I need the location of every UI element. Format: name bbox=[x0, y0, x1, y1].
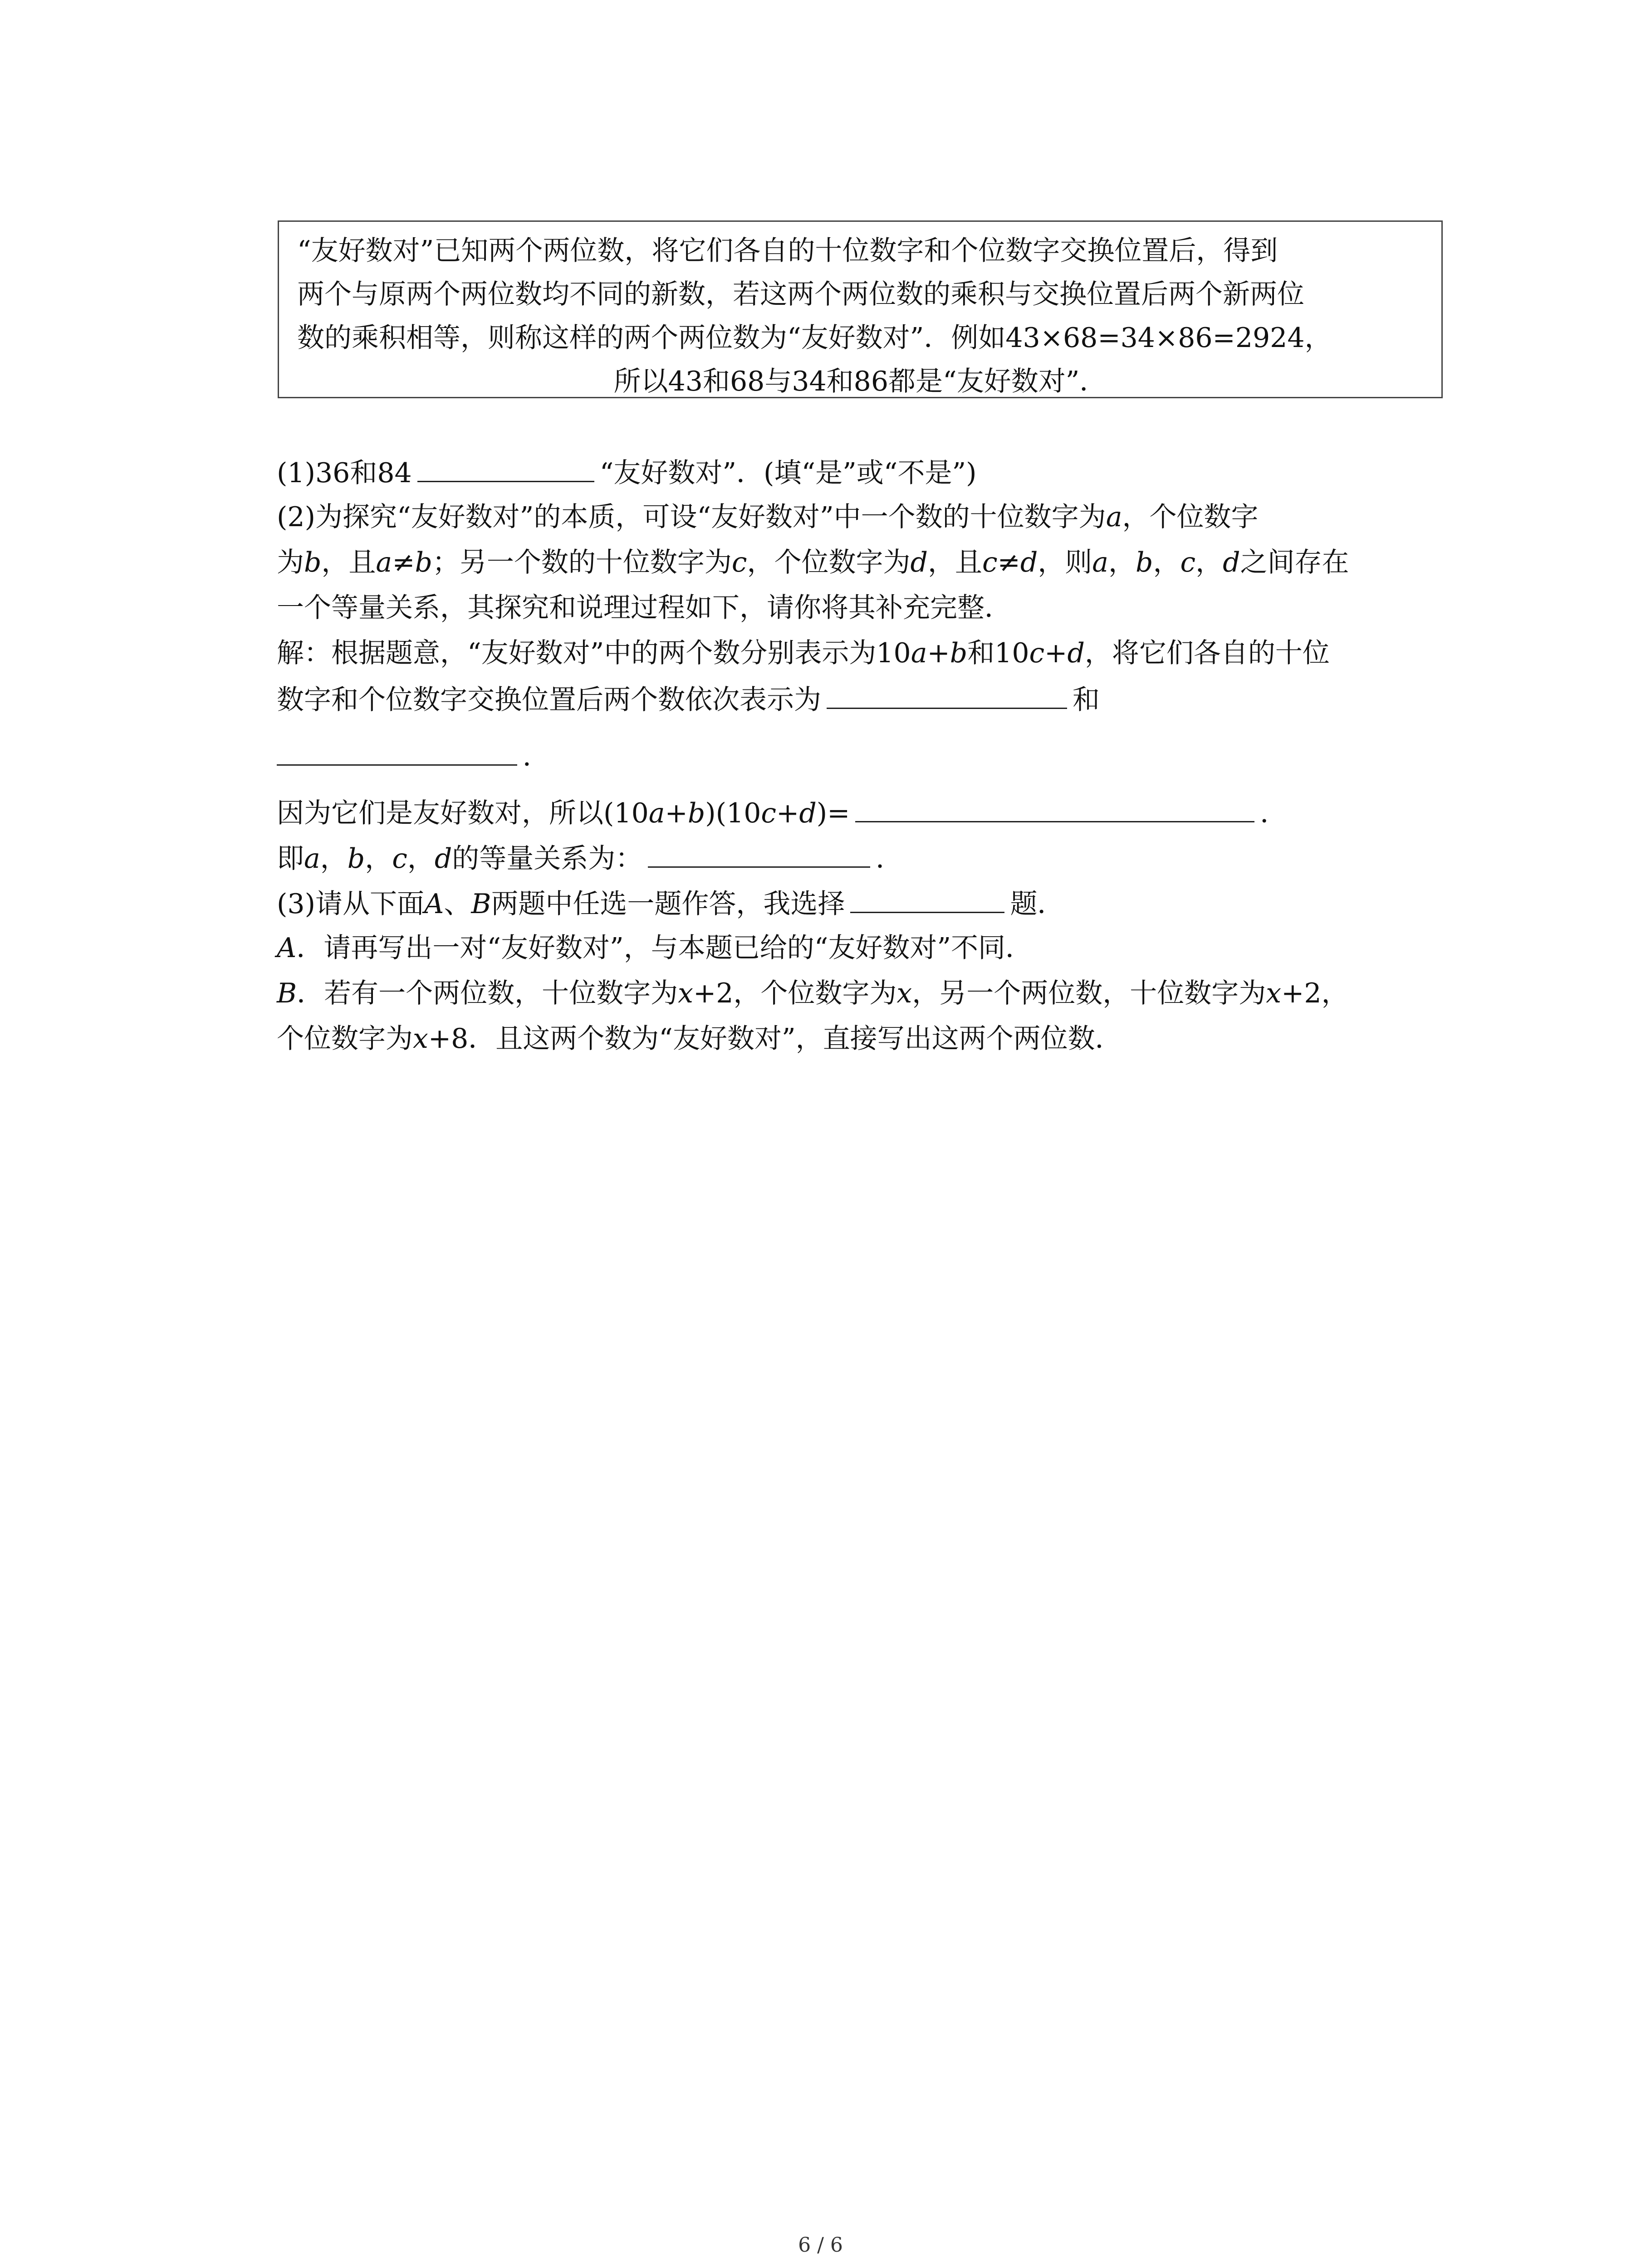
option-b-text: ，另一个两位数，十位数字为 bbox=[912, 978, 1266, 1009]
var-b: b bbox=[304, 547, 322, 578]
var-c: c bbox=[1029, 637, 1045, 669]
q2-text: 和10 bbox=[967, 637, 1029, 669]
var-d: d bbox=[1223, 547, 1240, 578]
question-2-solution-line-5 bbox=[277, 835, 903, 880]
var-x: x bbox=[413, 1023, 428, 1055]
comma: ， bbox=[365, 843, 392, 875]
option-b-ref: B bbox=[471, 888, 491, 920]
q3-text: 题． bbox=[1010, 888, 1065, 920]
question-1 bbox=[277, 449, 977, 494]
product-equation-blank[interactable] bbox=[855, 789, 1254, 822]
q2-text: 即 bbox=[277, 843, 304, 875]
plus-sign: + bbox=[665, 797, 688, 829]
var-x: x bbox=[1266, 978, 1282, 1009]
q2-text: )(10 bbox=[705, 797, 761, 829]
definition-line-1: “友好数对”已知两个两位数，将它们各自的十位数字和个位数字交换位置后，得到 bbox=[297, 235, 1278, 267]
q2-text: ，个位数字 bbox=[1122, 501, 1259, 533]
option-b-text: ．若有一个两位数，十位数字为 bbox=[297, 978, 678, 1009]
period: ． bbox=[876, 843, 903, 875]
plus-sign: + bbox=[1044, 637, 1068, 669]
comma: ， bbox=[407, 843, 435, 875]
q3-text: 两题中任选一题作答，我选择 bbox=[491, 888, 845, 920]
var-d: d bbox=[799, 797, 817, 829]
var-a: a bbox=[304, 843, 320, 875]
definition-line-4: 所以43和68与34和86都是“友好数对”． bbox=[613, 366, 1107, 397]
q2-text: )= bbox=[816, 797, 850, 829]
option-b-text: +8．且这两个数为“友好数对”，直接写出这两个两位数． bbox=[428, 1023, 1122, 1055]
q1-prefix: (1)36和84 bbox=[277, 457, 412, 489]
q2-text: 解：根据题意，“友好数对”中的两个数分别表示为10 bbox=[277, 637, 911, 669]
question-2-solution-line-1 bbox=[277, 631, 1330, 676]
question-3-line-1 bbox=[277, 880, 1064, 925]
question-2-solution-line-4 bbox=[277, 789, 1287, 835]
q2-text: 数字和个位数字交换位置后两个数依次表示为 bbox=[277, 684, 821, 716]
option-b-text: 个位数字为 bbox=[277, 1023, 413, 1055]
question-2-line-3 bbox=[277, 585, 1012, 631]
option-b-text: +2， bbox=[1281, 978, 1349, 1009]
q1-suffix: “友好数对”．(填“是”或“不是”) bbox=[599, 457, 977, 489]
question-3-option-b-line-1 bbox=[277, 971, 1349, 1016]
option-b-text: +2，个位数字为 bbox=[693, 978, 897, 1009]
q2-text: 之间存在 bbox=[1240, 547, 1349, 578]
choice-blank[interactable] bbox=[850, 880, 1004, 913]
swapped-number-2-blank[interactable] bbox=[277, 733, 517, 766]
q2-text: ，且 bbox=[927, 547, 982, 578]
comma: ， bbox=[1108, 547, 1136, 578]
page-number: 6 / 6 bbox=[798, 2234, 843, 2257]
question-3-option-b-line-2 bbox=[277, 1016, 1122, 1061]
q2-text: (2)为探究“友好数对”的本质，可设“友好数对”中一个数的十位数字为 bbox=[277, 501, 1106, 533]
q2-text: ，将它们各自的十位 bbox=[1084, 637, 1330, 669]
option-a-text: ．请再写出一对“友好数对”，与本题已给的“友好数对”不同． bbox=[296, 932, 1033, 964]
period: ． bbox=[1260, 797, 1288, 829]
var-c: c bbox=[761, 797, 777, 829]
option-b-label: B bbox=[277, 978, 297, 1009]
question-2-solution-line-3 bbox=[277, 733, 550, 778]
var-b: b bbox=[415, 547, 432, 578]
option-a-label: A bbox=[277, 932, 297, 964]
q2-text: ，个位数字为 bbox=[747, 547, 911, 578]
var-b: b bbox=[687, 797, 705, 829]
q3-text: (3)请从下面 bbox=[277, 888, 424, 920]
var-c: c bbox=[1180, 547, 1196, 578]
var-c: c bbox=[982, 547, 998, 578]
comma: ， bbox=[1195, 547, 1223, 578]
comma: ， bbox=[320, 843, 348, 875]
var-c: c bbox=[392, 843, 407, 875]
option-a-ref: A bbox=[424, 888, 444, 920]
var-d: d bbox=[910, 547, 928, 578]
question-2-line-1 bbox=[277, 494, 1258, 540]
q2-text: 和 bbox=[1073, 684, 1100, 716]
period: ． bbox=[523, 741, 550, 772]
plus-sign: + bbox=[776, 797, 799, 829]
q2-text: 一个等量关系，其探究和说理过程如下，请你将其补充完整． bbox=[277, 592, 1012, 624]
question-2-solution-line-2 bbox=[277, 676, 1100, 721]
q2-text: 因为它们是友好数对，所以(10 bbox=[277, 797, 649, 829]
definition-line-2: 两个与原两个两位数均不同的新数，若这两个两位数的乘积与交换位置后两个新两位 bbox=[297, 279, 1304, 310]
q2-text: 的等量关系为： bbox=[452, 843, 643, 875]
var-b: b bbox=[347, 843, 365, 875]
definition-line-3: 数的乘积相等，则称这样的两个两位数为“友好数对”．例如43×68=34×86=2924， bbox=[297, 322, 1332, 354]
swapped-number-1-blank[interactable] bbox=[827, 676, 1067, 709]
var-a: a bbox=[648, 797, 665, 829]
question-3-option-a bbox=[277, 925, 1033, 971]
var-a: a bbox=[1106, 501, 1122, 533]
var-x: x bbox=[678, 978, 693, 1009]
q2-text: ，则 bbox=[1038, 547, 1092, 578]
var-d: d bbox=[434, 843, 452, 875]
q2-text: ，且 bbox=[321, 547, 376, 578]
q3-text: 、 bbox=[444, 888, 471, 920]
var-a: a bbox=[1092, 547, 1109, 578]
question-2-line-2 bbox=[277, 540, 1349, 585]
var-b: b bbox=[950, 637, 968, 669]
q2-text: ；另一个数的十位数字为 bbox=[432, 547, 732, 578]
q2-text: 为 bbox=[277, 547, 304, 578]
var-b: b bbox=[1136, 547, 1153, 578]
relation-blank[interactable] bbox=[648, 835, 870, 868]
comma: ， bbox=[1153, 547, 1181, 578]
var-a: a bbox=[376, 547, 392, 578]
var-c: c bbox=[731, 547, 747, 578]
var-x: x bbox=[896, 978, 912, 1009]
var-d: d bbox=[1020, 547, 1038, 578]
plus-sign: + bbox=[927, 637, 950, 669]
var-d: d bbox=[1067, 637, 1085, 669]
q1-answer-blank[interactable] bbox=[417, 449, 594, 482]
not-equal-sign: ≠ bbox=[997, 547, 1020, 578]
var-a: a bbox=[911, 637, 927, 669]
definition-box bbox=[278, 220, 1443, 398]
not-equal-sign: ≠ bbox=[392, 547, 415, 578]
